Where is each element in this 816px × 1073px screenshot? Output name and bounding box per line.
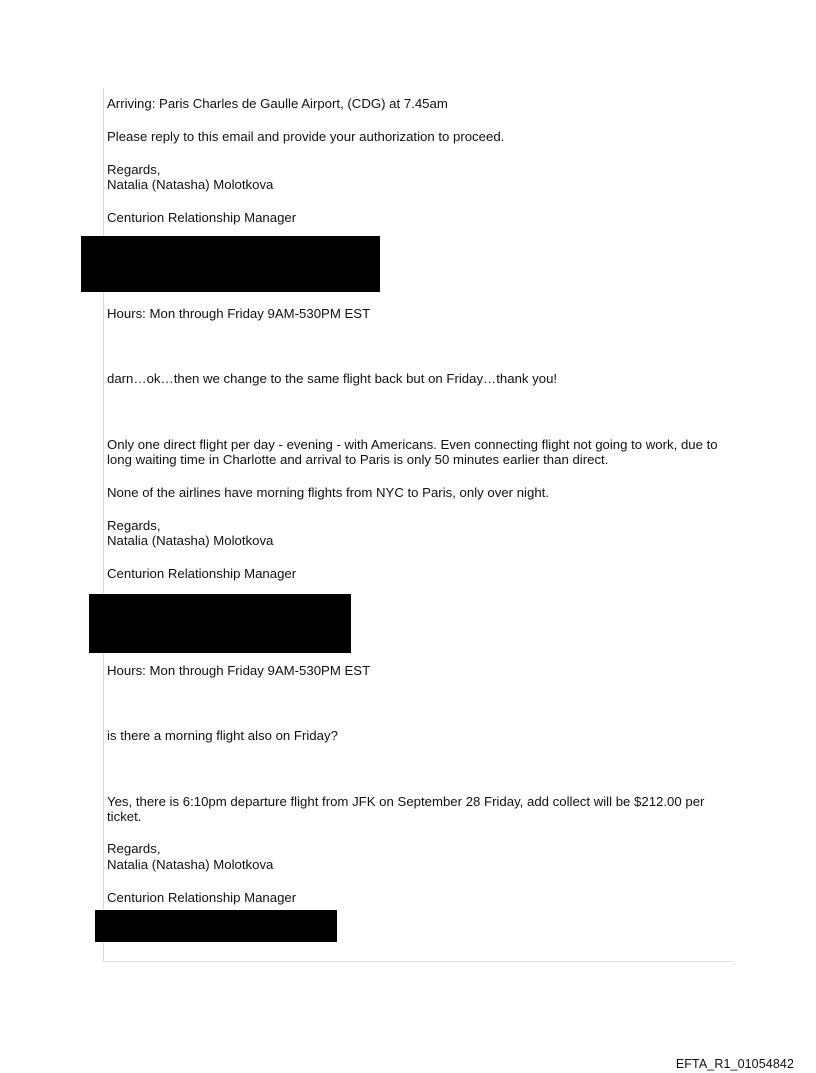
authorization-request: Please reply to this email and provide your authorization to proceed.: [107, 129, 505, 144]
message-text: darn…ok…then we change to the same flight back but on Friday…thank you!: [107, 371, 558, 386]
signature-title: Centurion Relationship Manager: [107, 890, 297, 905]
signature-name: Natalia (Natasha) Molotkova: [107, 177, 274, 192]
office-hours: Hours: Mon through Friday 9AM-530PM EST: [107, 663, 371, 678]
signature-title: Centurion Relationship Manager: [107, 210, 297, 225]
redaction-block: [95, 910, 337, 942]
message-text: Only one direct flight per day - evening - with Americans. Even connecting flight not going to work, due to long waiting time in Charlotte and arrival to Paris is only 50 minutes earlier than direct.: [107, 437, 718, 467]
redaction-block: [89, 594, 351, 653]
signature-regards: Regards,: [107, 162, 161, 177]
signature-title: Centurion Relationship Manager: [107, 566, 297, 581]
message-text: None of the airlines have morning flights from NYC to Paris, only over night.: [107, 485, 549, 500]
message-text: is there a morning flight also on Friday?: [107, 728, 338, 743]
signature-regards: Regards,: [107, 518, 161, 533]
signature-name: Natalia (Natasha) Molotkova: [107, 857, 274, 872]
message-text: Yes, there is 6:10pm departure flight from JFK on September 28 Friday, add collect will be $212.00 per ticket.: [107, 794, 705, 824]
redaction-block: [81, 236, 380, 292]
signature-name: Natalia (Natasha) Molotkova: [107, 533, 274, 548]
arrival-info: Arriving: Paris Charles de Gaulle Airport, (CDG) at 7.45am: [107, 96, 448, 111]
document-id: EFTA_R1_01054842: [675, 1057, 794, 1071]
office-hours: Hours: Mon through Friday 9AM-530PM EST: [107, 306, 371, 321]
signature-regards: Regards,: [107, 841, 161, 856]
